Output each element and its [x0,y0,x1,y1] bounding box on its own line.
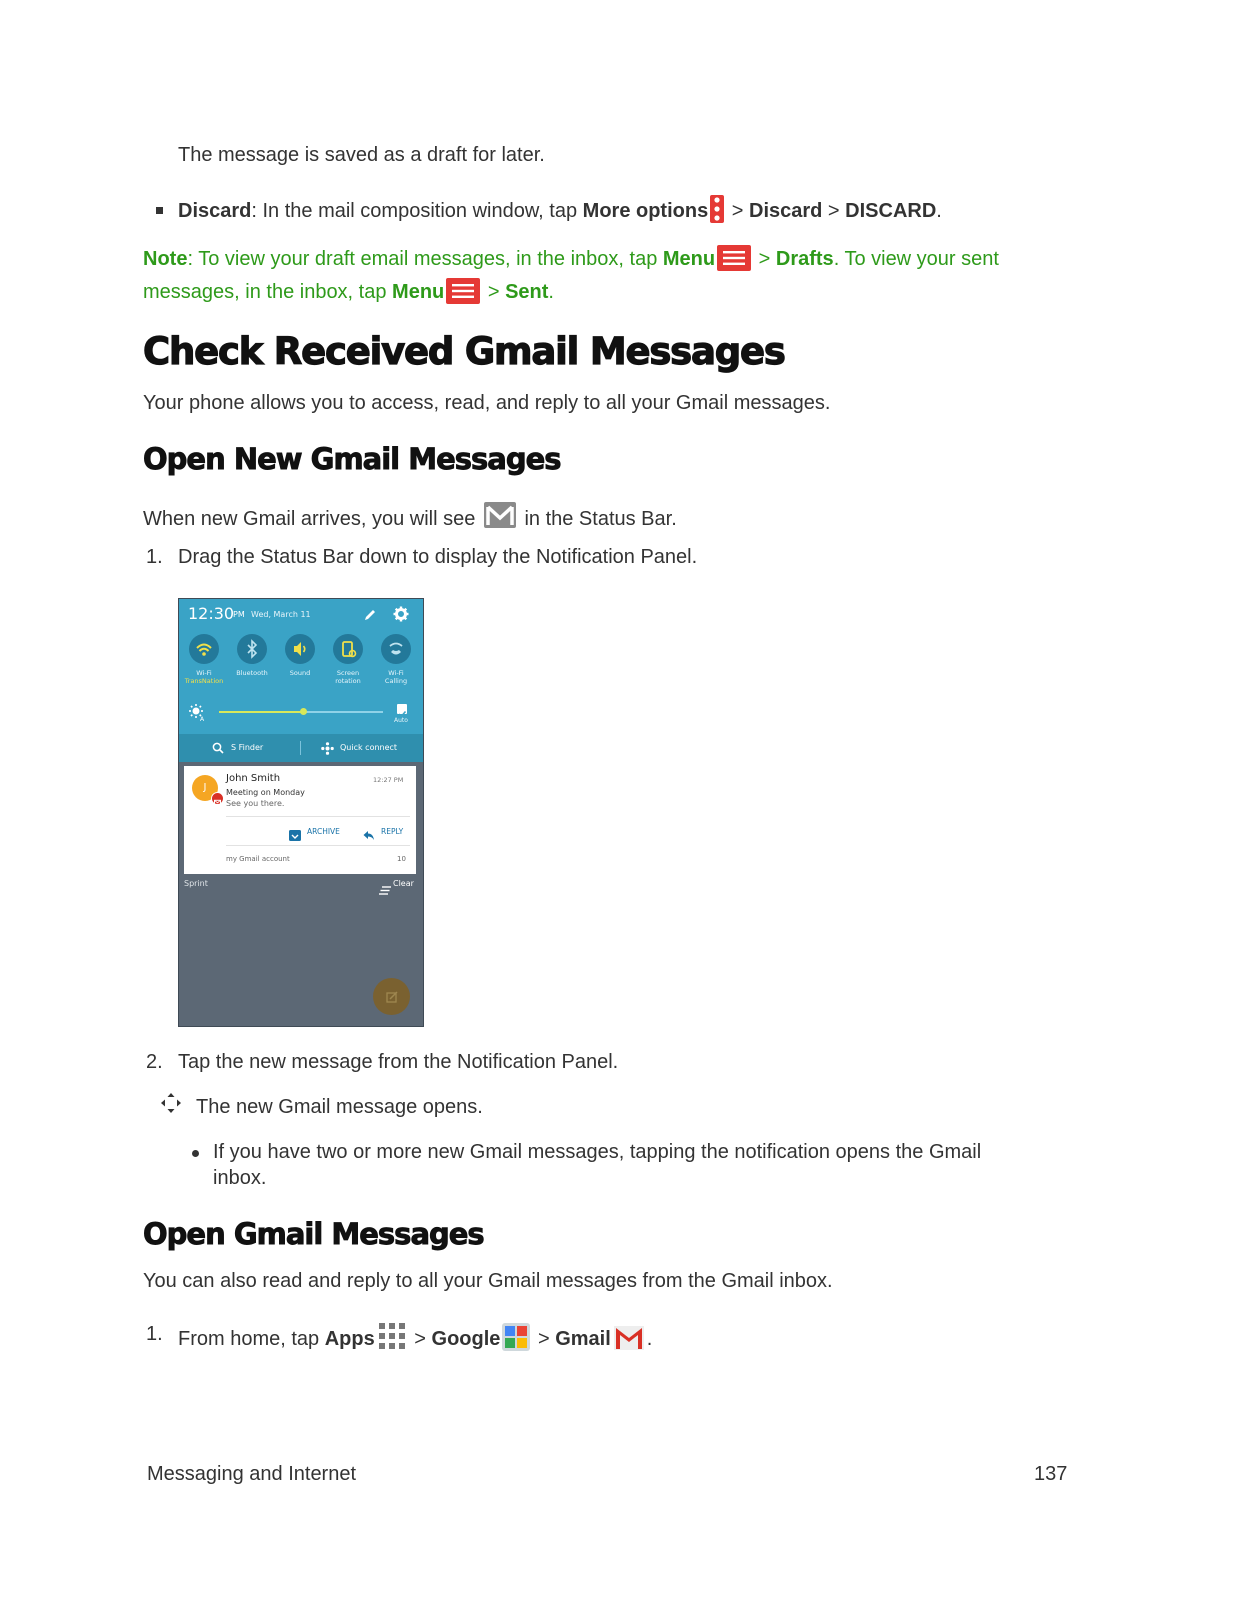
reply-action: REPLY [381,827,404,836]
more-options-label: More options [582,200,709,222]
gmail-badge-icon [211,792,224,805]
carrier-label: Sprint [184,879,208,888]
clock-ampm: PM [233,610,245,619]
note-line-2 [143,278,554,311]
settings-gear-icon [393,606,409,626]
google-folder-icon [502,1323,530,1358]
separator: > [822,200,846,222]
note-text: . To view your sent [833,248,999,270]
gmail-label: Gmail [555,1328,611,1350]
tile-sub-text: Calling [384,676,408,685]
round-bullet [192,1150,199,1157]
note-text: messages, in the inbox, tap [143,281,393,303]
square-bullet [156,207,163,214]
separator: > [482,281,506,303]
separator: > [726,200,749,222]
step-number: 1. [146,1323,163,1345]
gmail-notification-card [184,766,416,874]
note-label: Note [143,248,188,270]
tile-sub-text: TransNation [184,676,224,685]
tile-label [276,670,324,678]
tile-label-text: Screen [336,669,360,677]
menu-icon [446,278,480,311]
result-arrows-icon [160,1092,182,1119]
bullet-text-line-1: If you have two or more new Gmail messages, tapping the notification opens the Gmail [213,1141,982,1163]
menu-icon [717,245,751,278]
archive-action: ARCHIVE [307,827,340,836]
auto-label: Auto [394,717,408,724]
step-number: 2. [146,1051,163,1073]
note-text: : To view your draft email messages, in the inbox, tap [187,248,663,270]
menu-label: Menu [392,281,445,303]
bluetooth-toggle [237,634,267,664]
discard-step: Discard [749,200,823,222]
quick-connect-icon [321,742,334,757]
discard-label: Discard [178,200,252,222]
date-text: Wed, March 11 [251,610,311,619]
discard-confirm: DISCARD [845,200,937,222]
drafts-label: Drafts [775,248,834,270]
gmail-status-icon [483,501,517,536]
notification-panel-screenshot [178,598,424,1027]
sound-toggle [285,634,315,664]
quick-connect-label: Quick connect [340,743,398,752]
section-heading: Open New Gmail Messages [143,442,561,476]
sender-name: John Smith [226,773,281,784]
discard-instruction [178,195,942,230]
s-finder-label: S Finder [231,743,264,752]
brightness-fill [219,711,303,713]
message-preview: See you there. [226,799,285,808]
card-divider [226,816,410,817]
brightness-slider-thumb [300,708,307,715]
quick-settings-panel [179,599,423,734]
draft-saved-text: The message is saved as a draft for later. [178,144,545,166]
result-text: The new Gmail message opens. [196,1096,483,1118]
archive-icon [289,826,301,845]
finder-bar [179,734,423,762]
finder-divider [300,741,301,755]
notification-time: 12:27 PM [373,776,404,784]
compose-fab [373,978,410,1015]
page-title: Check Received Gmail Messages [143,330,785,373]
intro-text: Your phone allows you to access, read, and reply to all your Gmail messages. [143,392,831,414]
wifi-toggle [189,634,219,664]
discard-text: : In the mail composition window, tap [251,200,583,222]
step-number: 1. [146,546,163,568]
clock-time: 12:30 [188,604,235,623]
step-text: Drag the Status Bar down to display the Notification Panel. [178,546,698,568]
tile-label [180,670,228,685]
apps-label: Apps [324,1328,375,1350]
separator: > [753,248,776,270]
tile-sub-text: rotation [335,676,361,685]
tile-label-text: Wi-Fi [196,669,212,677]
more-options-icon [710,195,724,230]
message-subject: Meeting on Monday [226,788,305,797]
wifi-calling-toggle [381,634,411,664]
section-heading: Open Gmail Messages [143,1217,484,1251]
avatar: J [192,775,218,801]
card-divider [226,845,410,846]
step-text [178,1321,652,1358]
period: . [936,200,942,222]
clear-icon [379,880,391,899]
tile-label [324,670,372,685]
message-count: 10 [397,855,406,863]
search-icon [212,742,224,756]
separator: > [408,1328,432,1350]
step-text-part: From home, tap [178,1328,325,1350]
period: . [548,281,554,303]
edit-icon [363,607,377,626]
tile-label [372,670,420,685]
separator: > [532,1328,556,1350]
screen-rotation-toggle [333,634,363,664]
arrive-text-1: When new Gmail arrives, you will see [143,508,481,530]
apps-grid-icon [377,1321,407,1358]
bullet-text-line-2: inbox. [213,1167,267,1189]
menu-label: Menu [662,248,716,270]
page-number: 137 [1034,1463,1068,1485]
auto-checkbox [397,704,407,714]
gmail-app-icon [613,1325,645,1358]
arrive-text [143,501,677,536]
inbox-text: You can also read and reply to all your Gmail messages from the Gmail inbox. [143,1270,833,1292]
step-text: Tap the new message from the Notification Panel. [178,1051,619,1073]
sent-label: Sent [505,281,549,303]
svg-text:A: A [200,716,205,721]
note-line-1 [143,245,999,278]
footer-section: Messaging and Internet [147,1463,357,1485]
tile-label-text: Bluetooth [236,669,268,677]
brightness-icon [188,703,206,725]
reply-icon [363,826,375,845]
tile-label-text: Sound [289,669,311,677]
account-label: my Gmail account [226,855,290,863]
arrive-text-2: in the Status Bar. [518,508,677,530]
clear-button: Clear [393,879,414,888]
tile-label [228,670,276,678]
google-label: Google [431,1328,501,1350]
period: . [646,1328,653,1350]
tile-label-text: Wi-Fi [388,669,404,677]
